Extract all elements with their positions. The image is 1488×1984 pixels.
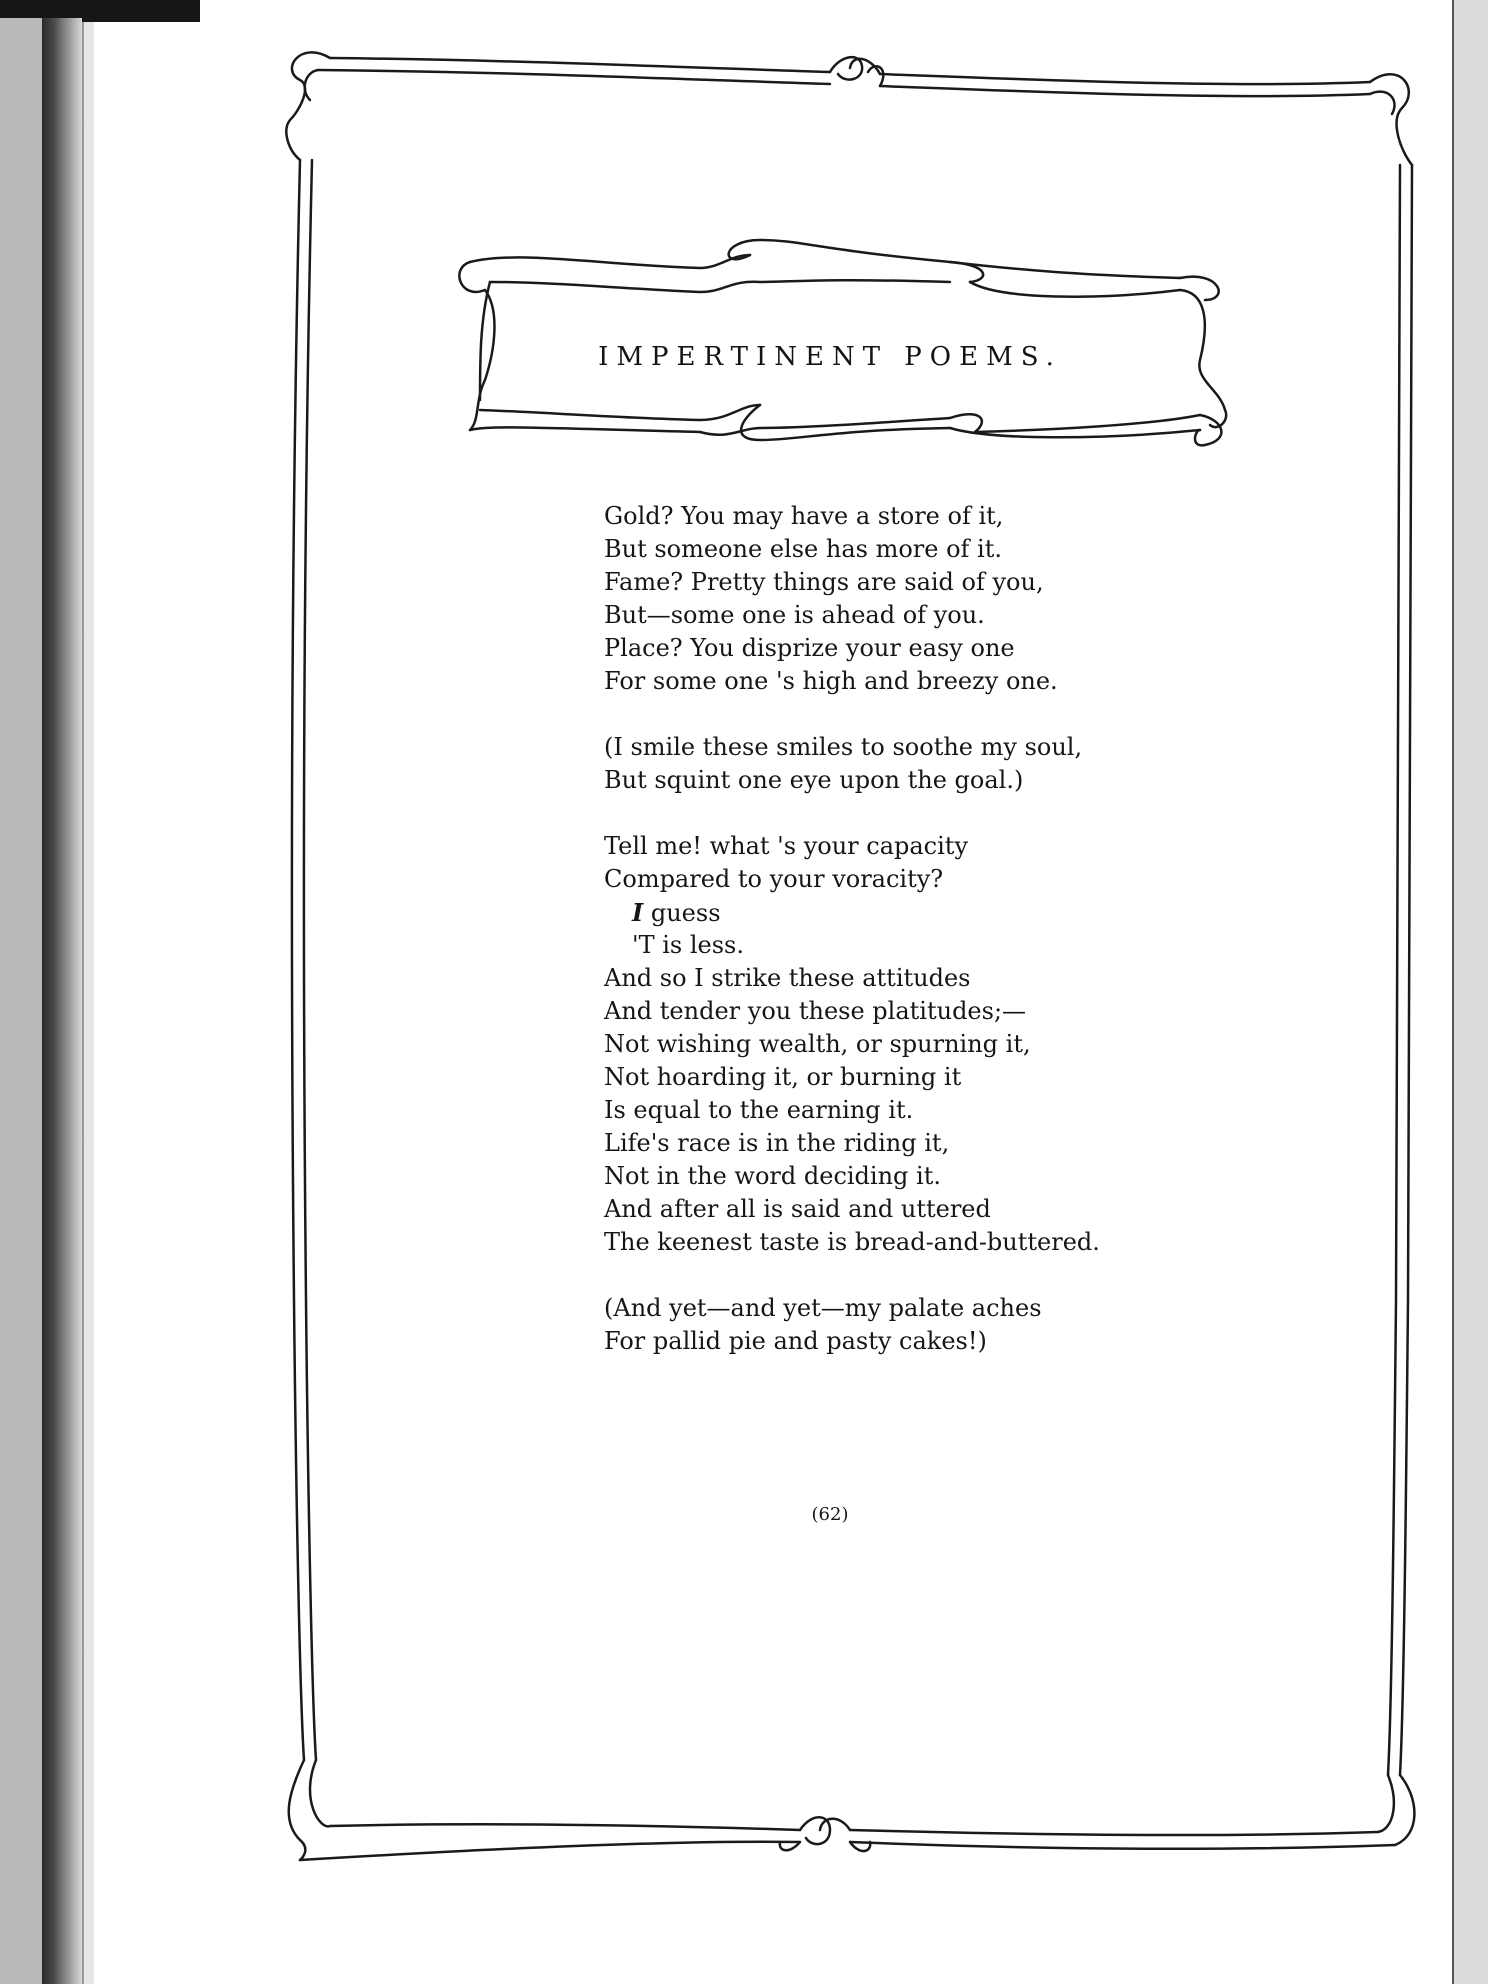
poem-line: (I smile these smiles to soothe my soul,	[604, 733, 1083, 761]
italic-word: I	[632, 898, 644, 927]
stanza-1	[604, 500, 1164, 698]
poem-line: Not wishing wealth, or spurning it,	[604, 1030, 1031, 1058]
poem-line: Compared to your voracity?	[604, 865, 944, 893]
poem-line: Gold? You may have a store of it,	[604, 502, 1004, 530]
stanza-break	[604, 797, 1164, 830]
poem-line: Fame? Pretty things are said of you,	[604, 568, 1044, 596]
poem-line: And so I strike these attitudes	[604, 964, 971, 992]
poem-line: The keenest taste is bread-and-buttered.	[604, 1228, 1100, 1256]
stanza-2	[604, 731, 1164, 797]
stanza-break	[604, 1259, 1164, 1292]
stanza-4	[604, 1292, 1164, 1358]
poem-line: But someone else has more of it.	[604, 535, 1002, 563]
poem-line-text: guess	[643, 899, 721, 927]
poem-line: Not in the word deciding it.	[604, 1162, 941, 1190]
stanza-3	[604, 830, 1164, 1259]
poem-line-indented	[604, 896, 1164, 929]
stanza-break	[604, 698, 1164, 731]
poem-line: Is equal to the earning it.	[604, 1096, 914, 1124]
poem-line: And tender you these platitudes;—	[604, 997, 1027, 1025]
page-title: IMPERTINENT POEMS.	[598, 342, 1062, 372]
poem-line: For some one 's high and breezy one.	[604, 667, 1058, 695]
poem-line: But—some one is ahead of you.	[604, 601, 985, 629]
poem-line: (And yet—and yet—my palate aches	[604, 1294, 1042, 1322]
page-number: (62)	[811, 1504, 849, 1525]
poem-line: But squint one eye upon the goal.)	[604, 766, 1024, 794]
poem-body	[604, 500, 1164, 1358]
poem-line: Place? You disprize your easy one	[604, 634, 1015, 662]
poem-line: And after all is said and uttered	[604, 1195, 991, 1223]
poem-line: Not hoarding it, or burning it	[604, 1063, 962, 1091]
poem-line: Tell me! what 's your capacity	[604, 832, 968, 860]
poem-line: Life's race is in the riding it,	[604, 1129, 950, 1157]
poem-line-indented: 'T is less.	[632, 931, 744, 959]
poem-line: For pallid pie and pasty cakes!)	[604, 1327, 987, 1355]
